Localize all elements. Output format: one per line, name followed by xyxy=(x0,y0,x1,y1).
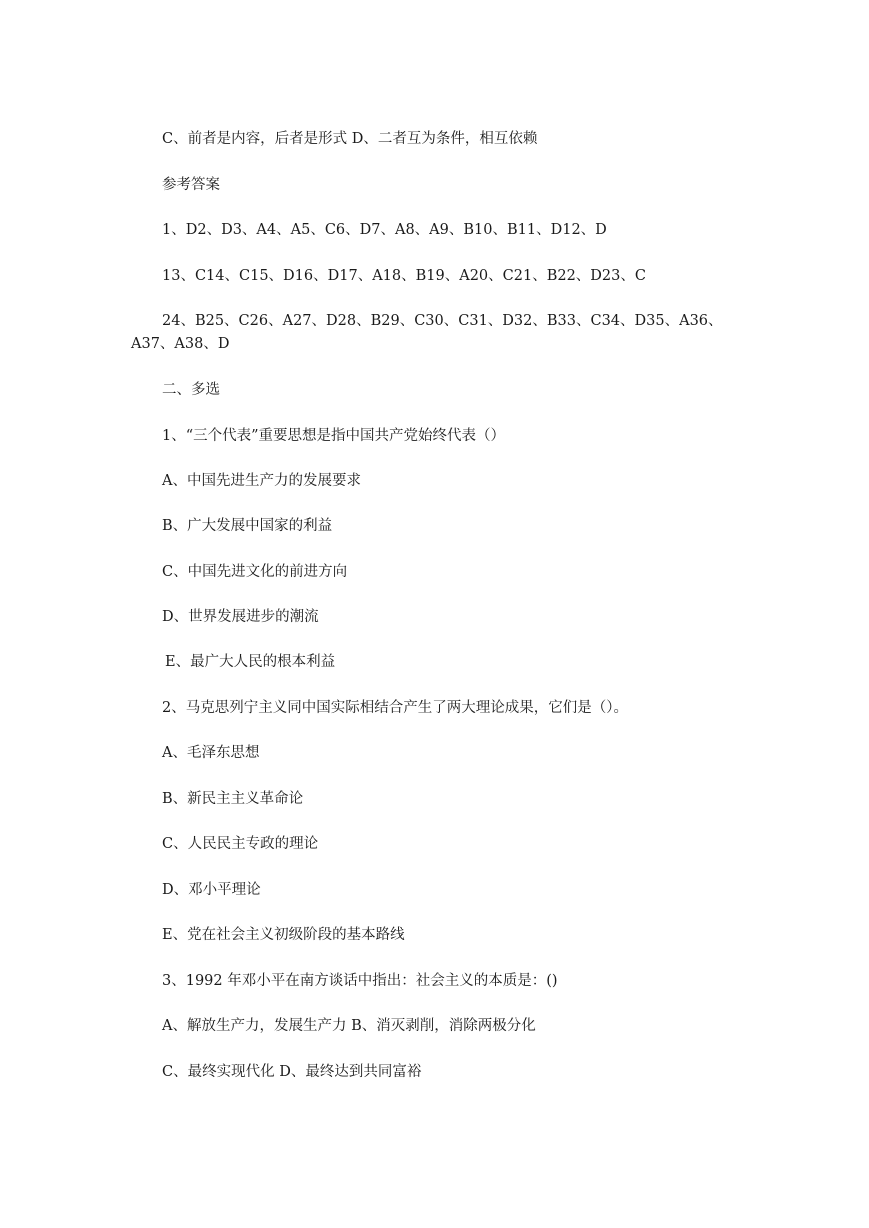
answer-line: 1、D2、D3、A4、A5、C6、D7、A8、A9、B10、B11、D12、D xyxy=(162,222,607,238)
option-line: E、党在社会主义初级阶段的基本路线 xyxy=(162,927,405,943)
option-line: D、世界发展进步的潮流 xyxy=(162,609,319,625)
question: 1、“三个代表”重要思想是指中国共产党始终代表（） xyxy=(162,428,506,444)
answer-line: 13、C14、C15、D16、D17、A18、B19、A20、C21、B22、D23、C xyxy=(162,268,646,284)
option-line: B、广大发展中国家的利益 xyxy=(162,518,333,534)
question: 3、1992 年邓小平在南方谈话中指出：社会主义的本质是：() xyxy=(162,973,558,989)
option-line: C、中国先进文化的前进方向 xyxy=(162,564,348,580)
section-heading-answers: 参考答案 xyxy=(162,177,220,193)
option-line: E、最广大人民的根本利益 xyxy=(165,654,336,670)
section-heading-multiple-choice: 二、多选 xyxy=(162,382,220,398)
option-line: A、毛泽东思想 xyxy=(162,745,260,761)
option-line: B、新民主主义革命论 xyxy=(162,791,304,807)
answer-line-wrapped: 24、B25、C26、A27、D28、B29、C30、C31、D32、B33、C34、D35、A36、A37、A38、D xyxy=(131,313,723,352)
option-line: A、解放生产力，发展生产力 B、消灭剥削，消除两极分化 xyxy=(162,1018,536,1034)
option-line: D、邓小平理论 xyxy=(162,882,261,898)
option-line: A、中国先进生产力的发展要求 xyxy=(162,473,361,489)
option-line: C、前者是内容，后者是形式 D、二者互为条件，相互依赖 xyxy=(162,131,538,147)
question: 2、马克思列宁主义同中国实际相结合产生了两大理论成果，它们是（）。 xyxy=(162,700,628,716)
option-line: C、最终实现代化 D、最终达到共同富裕 xyxy=(162,1064,422,1080)
option-line: C、人民民主专政的理论 xyxy=(162,836,319,852)
